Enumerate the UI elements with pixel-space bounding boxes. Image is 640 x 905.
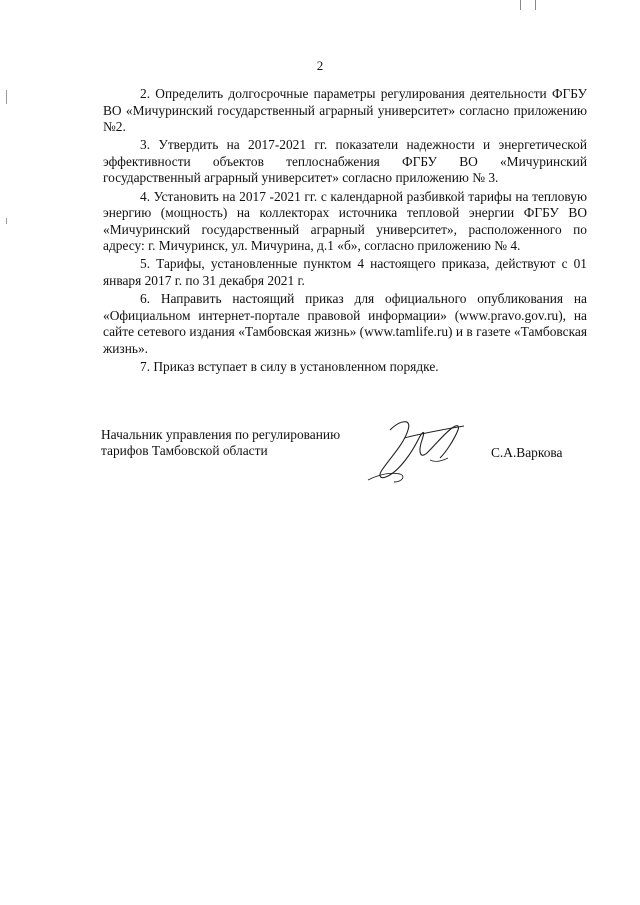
handwritten-signature <box>360 400 480 490</box>
signer-name: С.А.Варкова <box>491 445 563 460</box>
document-body <box>103 86 587 377</box>
paragraph-2: 2. Определить долгосрочные параметры регулирования деятельности ФГБУ ВО «Мичуринский государственный аграрный университет» согласно приложению №2. <box>103 86 587 135</box>
scan-marks <box>520 0 536 10</box>
paragraph-5: 5. Тарифы, установленные пунктом 4 настоящего приказа, действуют с 01 января 2017 г. по 31 декабря 2021 г. <box>103 256 587 289</box>
paragraph-3: 3. Утвердить на 2017-2021 гг. показатели надежности и энергетической эффективности объектов теплоснабжения ФГБУ ВО «Мичуринский государственный аграрный университет» согласно приложению № 3. <box>103 137 587 186</box>
signer-position <box>101 427 340 459</box>
paragraph-4: 4. Установить на 2017 -2021 гг. с календарной разбивкой тарифы на тепловую энергию (мощность) на коллекторах источника тепловой энергии ФГБУ ВО «Мичуринский государственный аграрный университет», расположенного по адресу: г. Мичуринск, ул. Мичурина, д.1 «б», согласно приложению № 4. <box>103 188 587 254</box>
paragraph-7: 7. Приказ вступает в силу в установленном порядке. <box>140 359 439 374</box>
page-number: 2 <box>316 58 324 73</box>
scan-edge-mark <box>6 90 7 104</box>
signer-position-line2: тарифов Тамбовской области <box>101 443 268 458</box>
scan-edge-mark <box>6 218 7 224</box>
paragraph-6: 6. Направить настоящий приказ для официального опубликования на «Официальном интернет-портале правовой информации» (www.pravo.gov.ru), на сайте сетевого издания «Тамбовская жизнь» (www.tamlife.ru) и в газете «Тамбовская жизнь». <box>103 291 587 356</box>
signer-position-line1: Начальник управления по регулированию <box>101 427 341 442</box>
